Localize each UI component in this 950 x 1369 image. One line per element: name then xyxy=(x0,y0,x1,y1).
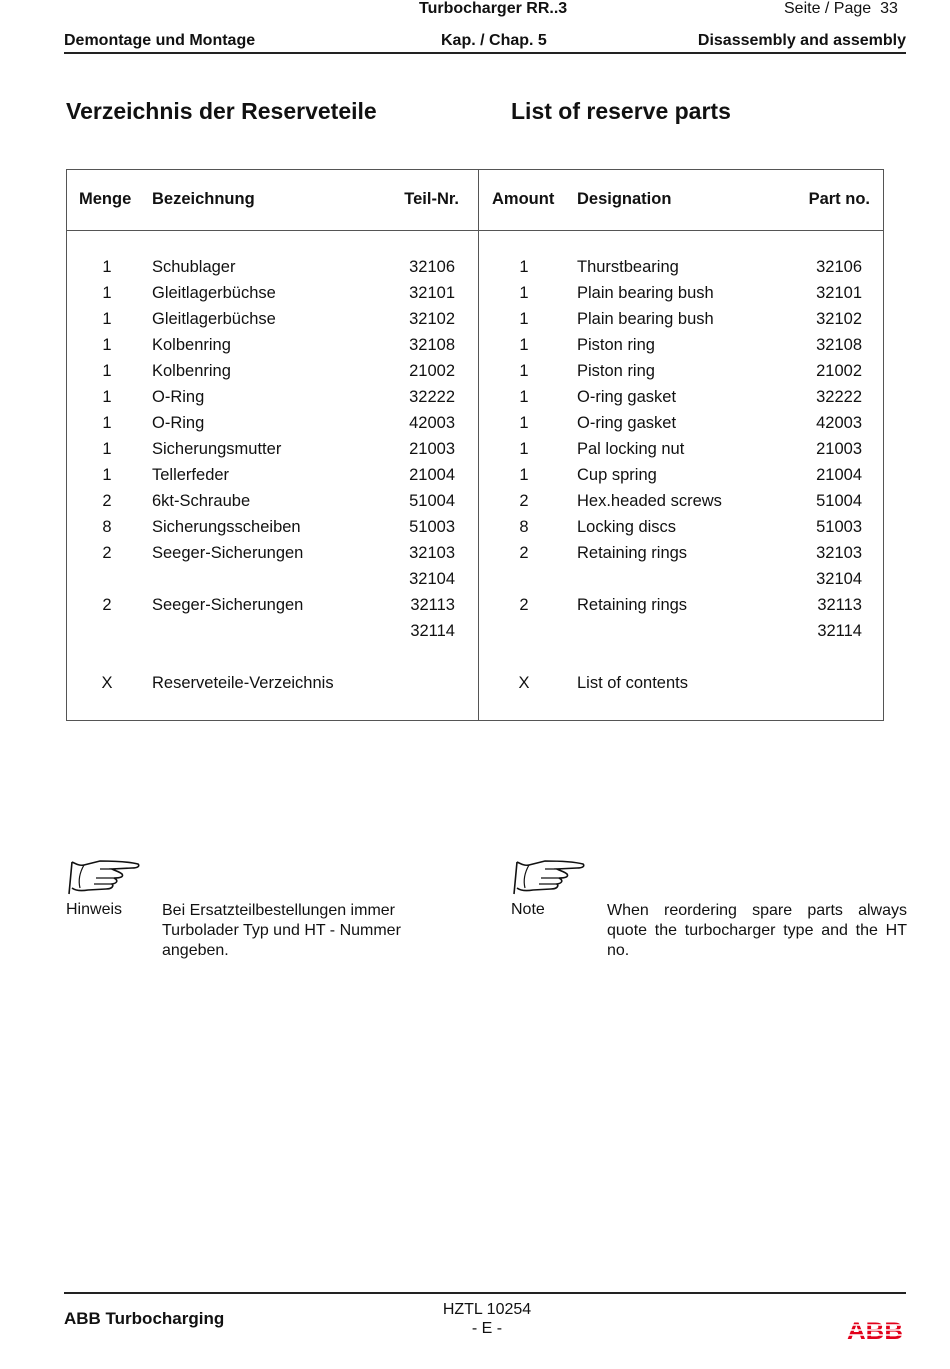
row-designation-de: Kolbenring xyxy=(152,362,231,380)
row-qty-en: 2 xyxy=(519,596,529,614)
table-body xyxy=(67,258,883,700)
table-row xyxy=(67,388,883,414)
row-qty-en: 1 xyxy=(519,336,529,354)
row-part-number-en: 51003 xyxy=(816,518,862,536)
row-part-number: 32113 xyxy=(410,596,455,614)
table-row xyxy=(67,440,883,466)
note-text-en: When reordering spare parts always quote the turbocharger type and the HT no. xyxy=(607,902,907,959)
table-row xyxy=(67,674,883,700)
table-row xyxy=(67,544,883,570)
row-qty-en: 1 xyxy=(519,258,529,276)
row-qty: 1 xyxy=(102,336,112,354)
row-part-number-en: 42003 xyxy=(816,414,862,432)
row-designation-en: Piston ring xyxy=(577,362,655,380)
row-part-number: 32102 xyxy=(409,310,455,328)
row-part-number: 32114 xyxy=(410,622,455,640)
row-designation-en: Hex.headed screws xyxy=(577,492,722,510)
document-number-block xyxy=(387,1300,587,1338)
table-row xyxy=(67,414,883,440)
row-designation-de: Schublager xyxy=(152,258,236,276)
row-part-number-en: 32114 xyxy=(817,622,862,640)
row-qty: 1 xyxy=(102,466,112,484)
row-part-number-en: 21002 xyxy=(816,362,862,380)
row-designation-de: Seeger-Sicherungen xyxy=(152,544,304,562)
row-part-number: 42003 xyxy=(409,414,455,432)
row-part-number: 21004 xyxy=(409,466,455,484)
row-designation-de: Reserveteile-Verzeichnis xyxy=(152,674,334,692)
row-part-number-en: 32113 xyxy=(817,596,862,614)
row-qty: 1 xyxy=(102,284,112,302)
note-label-en: Note xyxy=(511,901,545,918)
table-row xyxy=(67,518,883,544)
company-name: ABB Turbocharging xyxy=(64,1309,225,1328)
abb-logo-text: ABB xyxy=(847,1318,903,1342)
row-qty-en: 2 xyxy=(519,492,529,510)
row-designation-en: Locking discs xyxy=(577,518,677,536)
row-part-number-en: 51004 xyxy=(816,492,862,510)
row-qty-en: 1 xyxy=(519,414,529,432)
row-qty: 8 xyxy=(102,518,112,536)
language-code: - E - xyxy=(471,1320,503,1337)
row-part-number: 21002 xyxy=(409,362,455,380)
row-part-number-en: 32106 xyxy=(816,258,862,276)
pointing-hand-icon xyxy=(511,858,587,896)
row-designation-en: Retaining rings xyxy=(577,596,688,614)
chapter-label: Kap. / Chap. 5 xyxy=(441,32,547,49)
row-qty-en: 2 xyxy=(519,544,529,562)
row-designation-en: Plain bearing bush xyxy=(577,284,714,302)
row-designation-de: Gleitlagerbüchse xyxy=(152,284,276,302)
row-part-number: 32222 xyxy=(409,388,455,406)
row-qty-en: 1 xyxy=(519,440,529,458)
row-qty-en: 1 xyxy=(519,284,529,302)
section-title-en: Disassembly and assembly xyxy=(697,32,906,49)
footer-rule xyxy=(64,1292,906,1294)
row-part-number-en: 32103 xyxy=(816,544,862,562)
row-part-number-en: 21003 xyxy=(816,440,862,458)
row-qty: 1 xyxy=(102,440,112,458)
row-qty: 1 xyxy=(102,388,112,406)
row-designation-de: Gleitlagerbüchse xyxy=(152,310,276,328)
document-number: HZTL 10254 xyxy=(442,1301,532,1318)
row-part-number-en: 32104 xyxy=(816,570,862,588)
row-part-number-en: 21004 xyxy=(816,466,862,484)
row-designation-en: Plain bearing bush xyxy=(577,310,714,328)
row-designation-de: Sicherungsscheiben xyxy=(152,518,301,536)
table-row xyxy=(67,258,883,284)
page-label-text: Seite / Page xyxy=(784,0,872,17)
row-qty: X xyxy=(101,674,113,692)
document-title: Turbocharger RR..3 xyxy=(419,0,568,17)
row-part-number-en: 32222 xyxy=(816,388,862,406)
column-header-bezeichnung: Bezeichnung xyxy=(152,190,255,208)
row-designation-de: 6kt-Schraube xyxy=(152,492,251,510)
row-qty-en: X xyxy=(518,674,530,692)
row-qty: 1 xyxy=(102,362,112,380)
row-qty-en: 1 xyxy=(519,310,529,328)
row-part-number-en: 32102 xyxy=(816,310,862,328)
row-designation-en: Cup spring xyxy=(577,466,657,484)
table-row xyxy=(67,466,883,492)
parts-table xyxy=(66,169,884,721)
note-label-de: Hinweis xyxy=(66,901,123,918)
row-designation-en: O-ring gasket xyxy=(577,388,677,406)
row-designation-en: Pal locking nut xyxy=(577,440,685,458)
row-designation-en: Retaining rings xyxy=(577,544,688,562)
row-designation-de: Tellerfeder xyxy=(152,466,230,484)
row-qty: 2 xyxy=(102,596,112,614)
table-row xyxy=(67,284,883,310)
row-qty: 2 xyxy=(102,544,112,562)
section-title-de: Demontage und Montage xyxy=(64,32,256,49)
row-qty: 1 xyxy=(102,414,112,432)
column-header-teil-nr: Teil-Nr. xyxy=(404,190,459,208)
note-text-de: Bei Ersatzteilbestellungen immer Turbolader Typ und HT - Nummer angeben. xyxy=(162,902,401,959)
row-designation-de: Kolbenring xyxy=(152,336,231,354)
row-part-number-en: 32108 xyxy=(816,336,862,354)
page-label xyxy=(784,0,898,18)
table-row xyxy=(67,310,883,336)
heading-de: Verzeichnis der Reserveteile xyxy=(66,98,377,124)
row-qty-en: 1 xyxy=(519,362,529,380)
table-row xyxy=(67,336,883,362)
row-designation-en: O-ring gasket xyxy=(577,414,677,432)
row-designation-en: List of contents xyxy=(577,674,688,692)
table-row xyxy=(67,622,883,674)
row-part-number: 51004 xyxy=(409,492,455,510)
header-rule xyxy=(64,52,906,54)
table-row xyxy=(67,492,883,518)
column-header-part-no: Part no. xyxy=(808,190,870,208)
row-qty-en: 8 xyxy=(519,518,529,536)
row-designation-en: Thurstbearing xyxy=(577,258,679,276)
page-number: 33 xyxy=(880,0,898,17)
row-part-number: 21003 xyxy=(409,440,455,458)
table-row xyxy=(67,596,883,622)
row-qty-en: 1 xyxy=(519,466,529,484)
column-header-menge: Menge xyxy=(79,190,132,208)
column-header-designation: Designation xyxy=(577,190,672,208)
column-header-amount: Amount xyxy=(492,190,555,208)
table-row xyxy=(67,362,883,388)
row-qty: 1 xyxy=(102,310,112,328)
table-row xyxy=(67,570,883,596)
row-part-number: 32106 xyxy=(409,258,455,276)
row-part-number: 32103 xyxy=(409,544,455,562)
table-header-divider xyxy=(67,230,883,231)
row-part-number: 51003 xyxy=(409,518,455,536)
row-part-number-en: 32101 xyxy=(816,284,862,302)
abb-logo xyxy=(846,1318,904,1342)
row-qty: 2 xyxy=(102,492,112,510)
row-part-number: 32104 xyxy=(409,570,455,588)
row-part-number: 32108 xyxy=(409,336,455,354)
row-qty: 1 xyxy=(102,258,112,276)
row-designation-de: Seeger-Sicherungen xyxy=(152,596,304,614)
row-part-number: 32101 xyxy=(409,284,455,302)
pointing-hand-icon xyxy=(66,858,142,896)
row-designation-de: O-Ring xyxy=(152,388,205,406)
row-qty-en: 1 xyxy=(519,388,529,406)
row-designation-en: Piston ring xyxy=(577,336,655,354)
row-designation-de: Sicherungsmutter xyxy=(152,440,282,458)
row-designation-de: O-Ring xyxy=(152,414,205,432)
heading-en: List of reserve parts xyxy=(511,98,731,124)
